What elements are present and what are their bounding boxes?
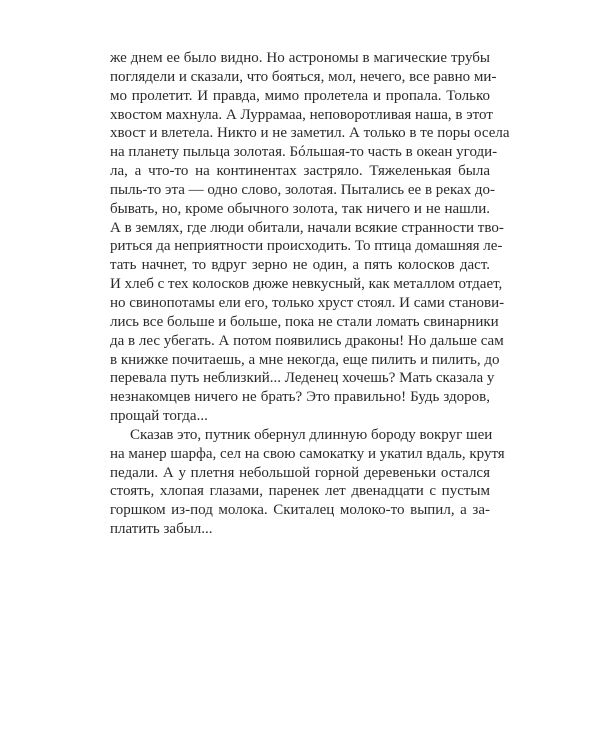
- paragraph: [110, 426, 505, 539]
- text-line: платить забыл...: [110, 521, 213, 538]
- text-line: незнакомцев ничего не брать? Это правильно! Будь здоров,: [110, 389, 490, 406]
- page-body: [110, 49, 510, 539]
- text-line: ла, а что-то на континентах застряло. Тяжеленькая была: [110, 163, 490, 180]
- text-line: на планету пыльца золотая. Бóльшая-то часть в океан угоди-: [110, 144, 498, 161]
- text-line: прощай тогда...: [110, 408, 208, 425]
- text-line: мо пролетит. И правда, мимо пролетела и пропала. Только: [110, 87, 490, 104]
- text-line: поглядели и сказали, что бояться, мол, нечего, все равно ми-: [110, 68, 497, 85]
- text-line: И хлеб с тех колосков дюже невкусный, как металлом отдает,: [110, 276, 503, 293]
- text-line: же днем ее было видно. Но астрономы в магические трубы: [110, 50, 490, 66]
- paragraph: [110, 49, 510, 426]
- text-line: А в землях, где люди обитали, начали всякие странности тво-: [110, 219, 504, 236]
- text-line: да в лес убегать. А потом появились драконы! Но дальше сам: [110, 332, 504, 349]
- text-line: но свинопотамы ели его, только хруст стоял. И сами станови-: [110, 294, 505, 311]
- text-line: в книжке почитаешь, а мне некогда, еще пилить и пилить, до: [110, 351, 500, 368]
- text-line: хвост и влетела. Никто и не заметил. А только в те поры осела: [110, 125, 510, 142]
- text-line: горшком из-под молока. Скиталец молоко-то выпил, а за-: [110, 502, 490, 519]
- text-line: стоять, хлопая глазами, паренек лет двенадцати с пустым: [110, 483, 490, 500]
- text-line: педали. А у плетня небольшой горной деревеньки остался: [110, 464, 490, 481]
- text-line: риться да неприятности происходить. То птица домашняя ле-: [110, 238, 503, 255]
- text-line: хвостом махнула. А Луррамаа, неповоротливая наша, в этот: [110, 106, 493, 123]
- text-line: лись все больше и больше, пока не стали ломать свинарники: [110, 313, 499, 330]
- text-line: бывать, но, кроме обычного золота, так ничего и не нашли.: [110, 200, 490, 217]
- text-line: Сказав это, путник обернул длинную бороду вокруг шеи: [130, 426, 493, 443]
- text-line: пыль-то эта — одно слово, золотая. Пытались ее в реках до-: [110, 181, 496, 198]
- text-line: на манер шарфа, сел на свою самокатку и укатил вдаль, крутя: [110, 445, 505, 462]
- text-line: тать начнет, то вдруг зерно не один, а пять колосков даст.: [110, 257, 490, 274]
- text-line: перевала путь неблизкий... Леденец хочешь? Мать сказала у: [110, 370, 495, 387]
